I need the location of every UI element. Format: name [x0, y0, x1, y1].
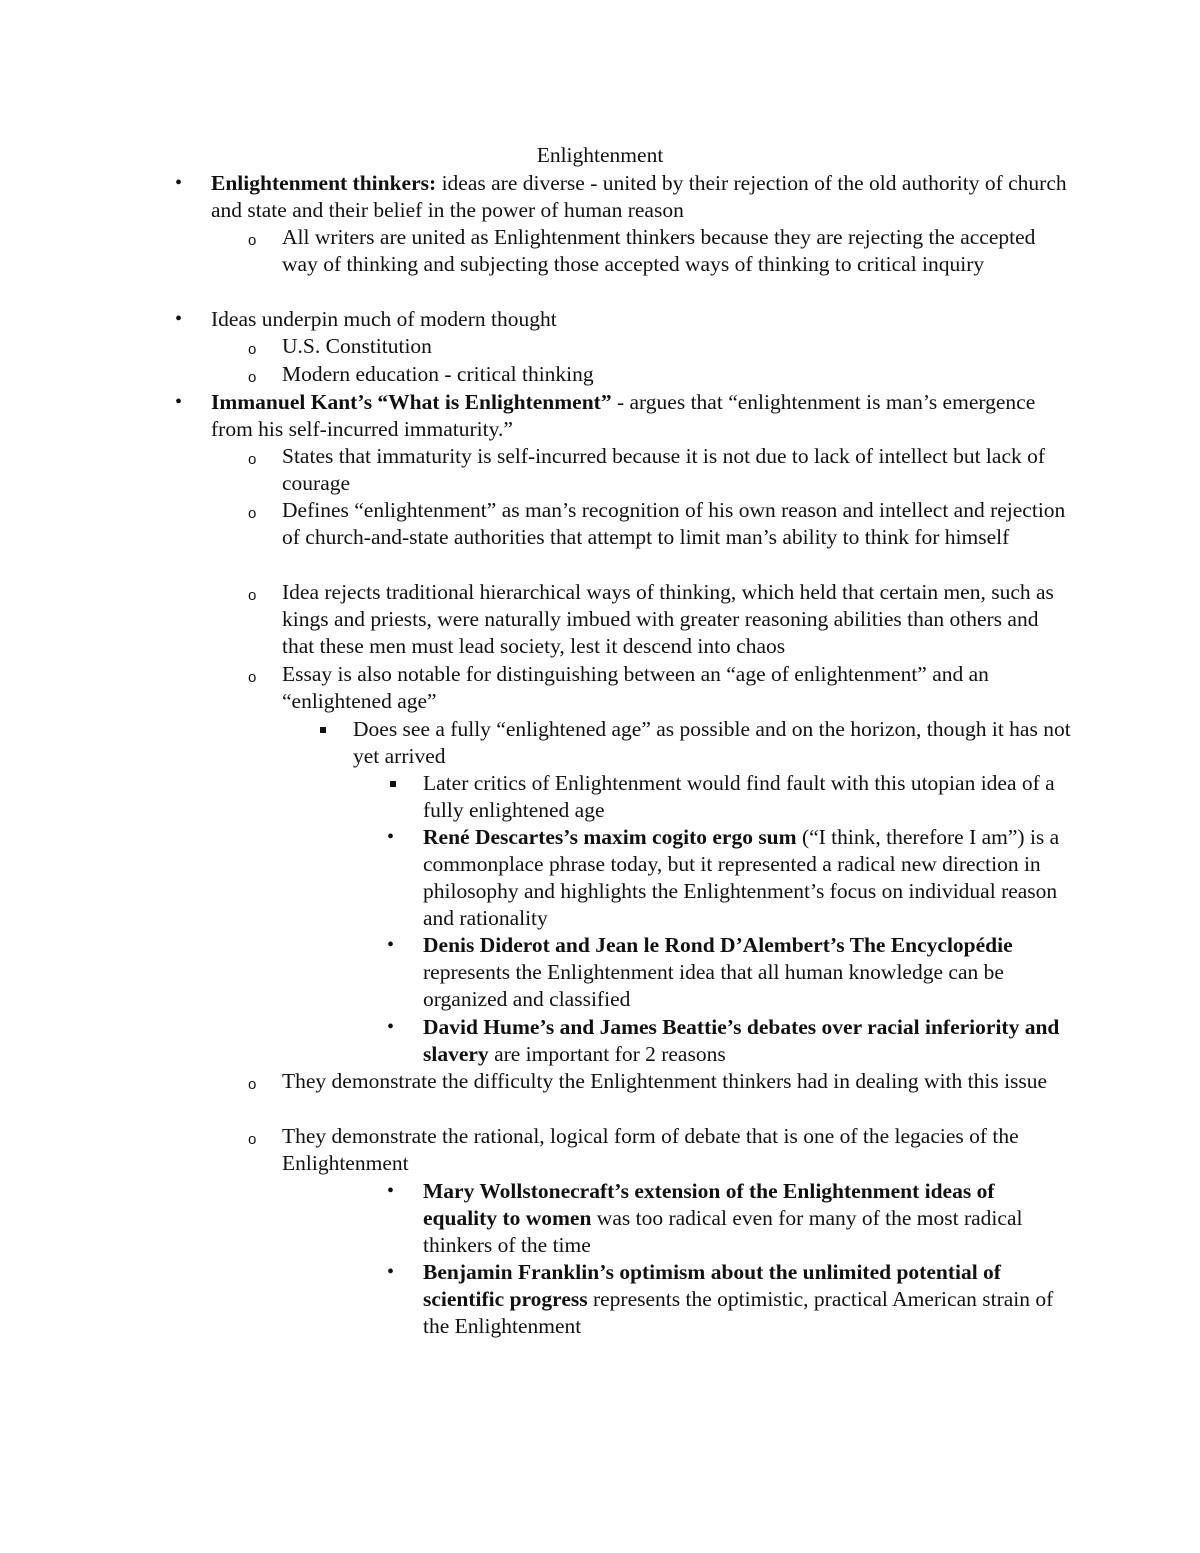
list-item: [387, 1259, 1071, 1340]
list-item: [353, 716, 1073, 770]
bullet-icon: •: [387, 934, 395, 956]
item-text: are important for 2 reasons: [488, 1042, 726, 1066]
bullet-icon: •: [387, 1261, 395, 1283]
item-text: All writers are united as Enlightenment thinkers because they are rejecting the accepted way of thinking and subjecting those accepted ways of thinking to critical inquiry: [282, 225, 1036, 276]
item-text: represents the optimistic, practical American strain of the Enlightenment: [423, 1287, 1054, 1338]
circle-bullet-icon: o: [248, 369, 257, 386]
item-text: - argues that “enlightenment is man’s emergence from his self-incurred immaturity.”: [211, 390, 1036, 441]
list-item: [248, 224, 1072, 278]
bullet-icon: •: [387, 826, 395, 848]
circle-bullet-icon: o: [248, 669, 257, 686]
item-text: They demonstrate the difficulty the Enlightenment thinkers had in dealing with this issue: [282, 1069, 1048, 1093]
item-text: States that immaturity is self-incurred because it is not due to lack of intellect but lack of courage: [282, 444, 1046, 495]
circle-bullet-icon: o: [248, 505, 257, 522]
bullet-icon: •: [175, 172, 183, 194]
circle-bullet-icon: o: [248, 341, 257, 358]
item-text: ideas are diverse - united by their rejection of the old authority of church and state and their belief in the power of human reason: [211, 171, 1067, 222]
item-bold-text: Immanuel Kant’s “What is Enlightenment”: [211, 390, 612, 414]
item-bold-text: Enlightenment thinkers:: [211, 171, 437, 195]
list-item: [175, 170, 1071, 224]
list-item: [248, 579, 1072, 660]
item-bold-text: David Hume’s and James Beattie’s debates over racial inferiority and slavery: [423, 1015, 1060, 1066]
item-text: Essay is also notable for distinguishing between an “age of enlightenment” and an “enlightened age”: [282, 662, 989, 713]
list-item: [423, 770, 1071, 824]
item-bold-text: René Descartes’s maxim cogito ergo sum: [423, 825, 797, 849]
list-item: [248, 333, 1072, 360]
list-item: [387, 1014, 1071, 1068]
bullet-icon: •: [175, 391, 183, 413]
circle-bullet-icon: o: [248, 232, 257, 249]
list-item: [387, 824, 1071, 932]
item-text: (“I think, therefore I am”) is a commonplace phrase today, but it represented a radical new direction in philosophy and highlights the Enlightenment’s focus on individual reason and rationality: [423, 825, 1060, 930]
square-bullet-icon: [390, 781, 396, 787]
document-title: Enlightenment: [536, 143, 664, 167]
item-text: represents the Enlightenment idea that all human knowledge can be organized and classified: [423, 960, 1004, 1011]
bullet-icon: •: [387, 1180, 395, 1202]
item-text: Defines “enlightenment” as man’s recognition of his own reason and intellect and rejection of church-and-state authorities that attempt to limit man’s ability to think for himself: [282, 498, 1066, 549]
item-text: Idea rejects traditional hierarchical ways of thinking, which held that certain men, such as kings and priests, were naturally imbued with greater reasoning abilities than others and that these men must lead society, lest it descend into chaos: [282, 580, 1054, 658]
item-text: Does see a fully “enlightened age” as possible and on the horizon, though it has not yet arrived: [353, 717, 1071, 768]
item-text: Modern education - critical thinking: [282, 362, 594, 386]
list-item: [175, 306, 1071, 333]
item-text: Ideas underpin much of modern thought: [211, 307, 557, 331]
circle-bullet-icon: o: [248, 451, 257, 468]
circle-bullet-icon: o: [248, 587, 257, 604]
list-item: [248, 361, 1072, 388]
item-bold-text: Denis Diderot and Jean le Rond D’Alembert’s The Encyclopédie: [423, 933, 1013, 957]
item-text: They demonstrate the rational, logical form of debate that is one of the legacies of the Enlightenment: [282, 1124, 1019, 1175]
list-item: [175, 389, 1071, 443]
item-text: was too radical even for many of the most radical thinkers of the time: [423, 1206, 1023, 1257]
bullet-icon: •: [175, 308, 183, 330]
item-text: U.S. Constitution: [282, 334, 432, 358]
list-item: [248, 661, 1072, 715]
list-item: [248, 1123, 1072, 1177]
list-item: [248, 497, 1072, 551]
item-bold-text: Benjamin Franklin’s optimism about the unlimited potential of scientific progress: [423, 1260, 1001, 1311]
bullet-icon: •: [387, 1016, 395, 1038]
circle-bullet-icon: o: [248, 1131, 257, 1148]
item-text: Later critics of Enlightenment would find fault with this utopian idea of a fully enlightened age: [423, 771, 1055, 822]
list-item: [387, 932, 1071, 1013]
item-bold-text: Mary Wollstonecraft’s extension of the Enlightenment ideas of equality to women: [423, 1179, 995, 1230]
circle-bullet-icon: o: [248, 1076, 257, 1093]
list-item: [387, 1178, 1071, 1259]
list-item: [248, 443, 1072, 497]
list-item: [248, 1068, 1072, 1095]
square-bullet-icon: [320, 727, 326, 733]
